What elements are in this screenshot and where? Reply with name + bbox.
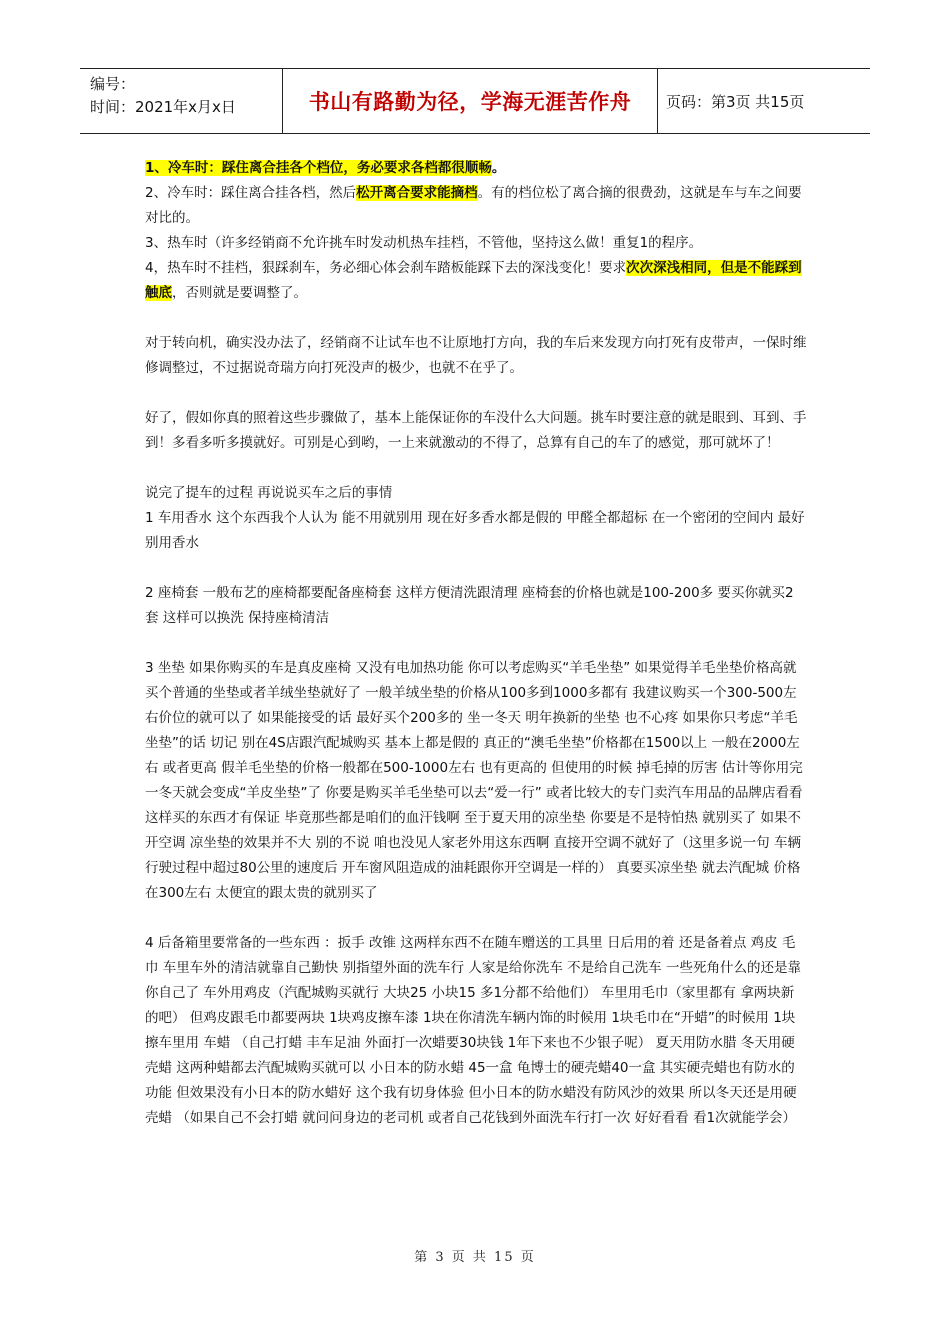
- paragraph-item-seat-cover: 2 座椅套 一般布艺的座椅都要配备座椅套 这样方便清洗跟清理 座椅套的价格也就是100-200多 要买你就买2套 这样可以换洗 保持座椅清洁: [145, 585, 794, 626]
- paragraph-step-2: [145, 181, 807, 231]
- paragraph-text: ，否则就是要调整了。: [172, 285, 307, 301]
- header-page-number: 页码：第3页 共15页: [666, 92, 805, 111]
- header-meta: [80, 69, 282, 133]
- highlight-text: 松开离合要求能摘档: [356, 185, 478, 201]
- paragraph-step-4: [145, 256, 807, 306]
- document-number-label: 编号：: [90, 75, 136, 93]
- paragraph-steering: 对于转向机，确实没办法了，经销商不让试车也不让原地打方向，我的车后来发现方向打死有皮带声，一保时维修调整过，不过据说奇瑞方向打死没声的极少，也就不在乎了。: [145, 335, 807, 376]
- highlight-text: 1、冷车时：踩住离合挂各个档位，务必要求各档都很顺畅: [145, 160, 492, 176]
- header-motto: 书山有路勤为径，学海无涯苦作舟: [282, 69, 658, 133]
- paragraph-text: 4，热车时不挂档，狠踩刹车，务必细心体会刹车踏板能踩下去的深浅变化！要求: [145, 260, 627, 276]
- paragraph-step-1: [145, 156, 807, 181]
- document-body: [145, 156, 807, 1131]
- paragraph-text: 。: [491, 160, 506, 176]
- paragraph-item-trunk: 4 后备箱里要常备的一些东西 ：扳手 改锥 这两样东西不在随车赠送的工具里 日后用的着 还是备着点 鸡皮 毛巾 车里车外的清洁就靠自己勤快 别指望外面的洗车行 人家是给你洗车 不是给自己洗车 一些死角什么的还是靠你自己了 车外用鸡皮（汽配城购买就行 大块25 小块15 多1分都不给他们） 车里用毛巾（家里都有 拿两块新的吧） 但鸡皮跟毛巾都要两块 1块鸡皮擦车漆 1块在你清洗车辆内饰的时候用 1块毛巾在“开蜡”的时候用 1块擦车里用 车蜡 （自己打蜡 丰车足油 外面打一次蜡要30块钱 1年下来也不少银子呢） 夏天用防水腊 冬天用硬壳蜡 这两种蜡都去汽配城购买就可以 小日本的防水蜡 45一盒 龟博士的硬壳蜡40一盒 其实硬壳蜡也有防水的功能 但效果没有小日本的防水蜡好 这个我有切身体验 但小日本的防水蜡没有防风沙的效果 所以冬天还是用硬壳蜡 （如果自己不会打蜡 就问问身边的老司机 或者自己花钱到外面洗车行打一次 好好看看 看1次就能学会）: [145, 935, 801, 1126]
- highlight-text: 次次深浅相同，但是不能踩到触底: [145, 260, 802, 301]
- paragraph-text: 。有的档位松了离合摘的很费劲，这就是车与车之间要对比的。: [145, 185, 802, 226]
- paragraph-item-cushion: 3 坐垫 如果你购买的车是真皮座椅 又没有电加热功能 你可以考虑购买“羊毛坐垫” 如果觉得羊毛坐垫价格高就买个普通的坐垫或者羊绒坐垫就好了 一般羊绒坐垫的价格从100多到1000多都有 我建议购买一个300-500左右价位的就可以了 如果能接受的话 最好买个200多的 坐一冬天 明年换新的坐垫 也不心疼 如果你只考虑“羊毛坐垫”的话 切记 别在4S店跟汽配城购买 基本上都是假的 真正的“澳毛坐垫”价格都在1500以上 一般在2000左右 或者更高 假羊毛坐垫的价格一般都在500-1000左右 也有更高的 但使用的时候 掉毛掉的厉害 估计等你用完一冬天就会变成“羊皮坐垫”了 你要是购买羊毛坐垫可以去“爱一行” 或者比较大的专门卖汽车用品的品牌店看看 这样买的东西才有保证 毕竟那些都是咱们的血汗钱啊 至于夏天用的凉坐垫 你要是不是特怕热 就别买了 如果不开空调 凉坐垫的效果并不大 别的不说 咱也没见人家老外用这东西啊 直接开空调不就好了（这里多说一句 车辆行驶过程中超过80公里的速度后 开车窗风阻造成的油耗跟你开空调是一样的） 真要买凉坐垫 就去汽配城 价格在300左右 太便宜的跟太贵的就别买了: [145, 660, 803, 901]
- document-date-label: 时间：2021年x月x日: [90, 98, 236, 116]
- paragraph-after-purchase-intro: 说完了提车的过程 再说说买车之后的事情: [145, 485, 393, 501]
- paragraph-step-3: 3、热车时（许多经销商不允许挑车时发动机热车挂档，不管他，坚持这么做！重复1的程序。: [145, 235, 703, 251]
- paragraph-text: 2、冷车时：踩住离合挂各档，然后: [145, 185, 357, 201]
- paragraph-summary: 好了，假如你真的照着这些步骤做了，基本上能保证你的车没什么大问题。挑车时要注意的就是眼到、耳到、手到！多看多听多摸就好。可别是心到哟，一上来就激动的不得了，总算有自己的车了的感觉，那可就坏了！: [145, 410, 807, 451]
- paragraph-item-perfume: 1 车用香水 这个东西我个人认为 能不用就别用 现在好多香水都是假的 甲醛全都超标 在一个密闭的空间内 最好别用香水: [145, 510, 805, 551]
- page-header: [80, 68, 870, 134]
- page-footer: 第 3 页 共 15 页: [414, 1250, 536, 1265]
